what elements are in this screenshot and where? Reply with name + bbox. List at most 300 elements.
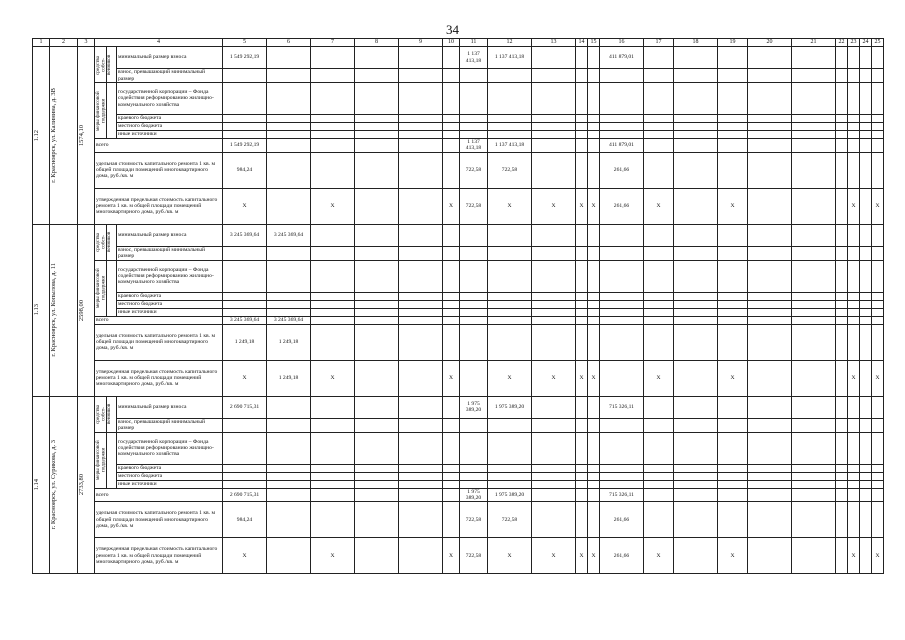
- building-address: г. Красноярск, ул. Калинина, д. 3В: [50, 47, 78, 225]
- value-cell: [848, 418, 860, 432]
- value-cell: [872, 139, 884, 153]
- value-cell: [674, 260, 718, 292]
- value-cell: [792, 292, 836, 300]
- value-cell: [488, 123, 532, 131]
- value-cell: [399, 324, 443, 360]
- value-cell: [532, 69, 576, 83]
- value-cell: [588, 246, 600, 260]
- value-cell: [588, 224, 600, 246]
- row-label: взнос, превышающий минимальный размер: [117, 418, 223, 432]
- value-cell: [399, 260, 443, 292]
- value-cell: [644, 47, 674, 69]
- value-cell: [792, 538, 836, 574]
- value-cell: [355, 246, 399, 260]
- value-cell: [836, 224, 848, 246]
- value-cell: [443, 47, 460, 69]
- value-cell: [674, 115, 718, 123]
- value-cell: [644, 83, 674, 115]
- value-cell: [836, 396, 848, 418]
- value-cell: [223, 292, 267, 300]
- value-cell: [674, 464, 718, 472]
- value-cell: [836, 260, 848, 292]
- value-cell: [588, 260, 600, 292]
- column-number-header: 23: [848, 39, 860, 47]
- column-number-header: 25: [872, 39, 884, 47]
- value-cell: 984,24: [223, 502, 267, 538]
- value-cell: [748, 115, 792, 123]
- value-cell: X: [223, 538, 267, 574]
- value-cell: X: [443, 360, 460, 396]
- value-cell: [576, 464, 588, 472]
- value-cell: [644, 115, 674, 123]
- value-cell: [718, 300, 748, 308]
- value-cell: [588, 131, 600, 139]
- value-cell: [792, 464, 836, 472]
- value-cell: X: [718, 538, 748, 574]
- value-cell: [223, 472, 267, 480]
- value-cell: 3 245 369,64: [267, 224, 311, 246]
- value-cell: [860, 47, 872, 69]
- value-cell: [848, 224, 860, 246]
- value-cell: [311, 480, 355, 488]
- value-cell: [311, 464, 355, 472]
- value-cell: [860, 152, 872, 188]
- value-cell: [443, 432, 460, 464]
- table-row: [33, 69, 884, 83]
- value-cell: [860, 300, 872, 308]
- value-cell: [748, 472, 792, 480]
- value-cell: [674, 224, 718, 246]
- value-cell: [588, 115, 600, 123]
- value-cell: [674, 69, 718, 83]
- value-cell: [588, 480, 600, 488]
- value-cell: [311, 260, 355, 292]
- value-cell: [836, 308, 848, 316]
- value-cell: [588, 123, 600, 131]
- value-cell: [460, 260, 488, 292]
- item-number: 1.13: [33, 224, 50, 396]
- value-cell: [792, 83, 836, 115]
- table-row: [33, 139, 884, 153]
- value-cell: [872, 308, 884, 316]
- value-cell: [748, 139, 792, 153]
- value-cell: [443, 308, 460, 316]
- value-cell: 261,66: [600, 538, 644, 574]
- value-cell: [848, 47, 860, 69]
- value-cell: [848, 308, 860, 316]
- value-cell: [748, 152, 792, 188]
- value-cell: X: [223, 360, 267, 396]
- value-cell: [267, 418, 311, 432]
- row-label: местного бюджета: [117, 472, 223, 480]
- building-address: г. Красноярск, ул. Сурикова, д. 3: [50, 396, 78, 574]
- value-cell: [355, 308, 399, 316]
- value-cell: [718, 123, 748, 131]
- value-cell: [872, 152, 884, 188]
- value-cell: [588, 139, 600, 153]
- value-cell: [644, 69, 674, 83]
- value-cell: [488, 292, 532, 300]
- financial-support-label: меры финансовой поддержки: [95, 432, 107, 488]
- value-cell: [848, 464, 860, 472]
- value-cell: [674, 83, 718, 115]
- value-cell: [399, 47, 443, 69]
- value-cell: [836, 360, 848, 396]
- value-cell: [848, 69, 860, 83]
- building-area: 1574,10: [78, 47, 95, 225]
- value-cell: [460, 324, 488, 360]
- value-cell: [860, 292, 872, 300]
- value-cell: [355, 464, 399, 472]
- value-cell: [600, 224, 644, 246]
- value-cell: [399, 396, 443, 418]
- value-cell: [267, 488, 311, 502]
- value-cell: [848, 300, 860, 308]
- value-cell: [718, 47, 748, 69]
- value-cell: [443, 502, 460, 538]
- value-cell: [836, 115, 848, 123]
- value-cell: [836, 123, 848, 131]
- value-cell: [443, 83, 460, 115]
- value-cell: [460, 418, 488, 432]
- value-cell: [532, 115, 576, 123]
- value-cell: [399, 188, 443, 224]
- value-cell: [748, 316, 792, 324]
- value-cell: [399, 472, 443, 480]
- value-cell: [443, 131, 460, 139]
- value-cell: [718, 418, 748, 432]
- value-cell: [836, 538, 848, 574]
- value-cell: [848, 152, 860, 188]
- value-cell: [748, 360, 792, 396]
- table-row: [33, 502, 884, 538]
- value-cell: [792, 246, 836, 260]
- value-cell: [792, 432, 836, 464]
- value-cell: [267, 69, 311, 83]
- value-cell: X: [488, 538, 532, 574]
- value-cell: [399, 300, 443, 308]
- value-cell: [872, 131, 884, 139]
- value-cell: [399, 152, 443, 188]
- value-cell: [532, 308, 576, 316]
- value-cell: [532, 47, 576, 69]
- value-cell: [848, 324, 860, 360]
- value-cell: [460, 83, 488, 115]
- value-cell: [674, 123, 718, 131]
- table-row: [33, 432, 884, 464]
- value-cell: [600, 324, 644, 360]
- financial-support-label: меры финансовой поддержки: [95, 260, 107, 316]
- value-cell: 1 137 413,18: [488, 139, 532, 153]
- value-cell: [644, 300, 674, 308]
- value-cell: [674, 418, 718, 432]
- value-cell: [600, 472, 644, 480]
- value-cell: [644, 472, 674, 480]
- value-cell: 1 975 389,20: [460, 488, 488, 502]
- value-cell: [460, 464, 488, 472]
- value-cell: [443, 152, 460, 188]
- value-cell: [443, 139, 460, 153]
- value-cell: [748, 418, 792, 432]
- value-cell: [644, 396, 674, 418]
- value-cell: [460, 292, 488, 300]
- value-cell: [355, 115, 399, 123]
- value-cell: [311, 472, 355, 480]
- value-cell: [267, 292, 311, 300]
- value-cell: [488, 480, 532, 488]
- value-cell: [872, 69, 884, 83]
- row-label: иные источники: [117, 308, 223, 316]
- row-label: минимальный размер взноса: [117, 396, 223, 418]
- value-cell: [488, 464, 532, 472]
- row-label: утвержденная предельная стоимость капитального ремонта 1 кв. м общей площади помещений многоквартирного дома, руб./кв. м: [95, 538, 223, 574]
- column-number-header: 15: [588, 39, 600, 47]
- value-cell: [674, 360, 718, 396]
- value-cell: [644, 260, 674, 292]
- value-cell: [399, 115, 443, 123]
- row-label: местного бюджета: [117, 123, 223, 131]
- value-cell: [792, 308, 836, 316]
- value-cell: [399, 432, 443, 464]
- value-cell: [872, 123, 884, 131]
- value-cell: [674, 246, 718, 260]
- value-cell: [836, 246, 848, 260]
- value-cell: [644, 139, 674, 153]
- value-cell: [748, 260, 792, 292]
- table-row: [33, 152, 884, 188]
- value-cell: [748, 432, 792, 464]
- row-label: иные источники: [117, 480, 223, 488]
- table-row: [33, 418, 884, 432]
- value-cell: [848, 472, 860, 480]
- value-cell: [355, 502, 399, 538]
- value-cell: 2 690 715,31: [223, 396, 267, 418]
- value-cell: [532, 418, 576, 432]
- value-cell: [267, 538, 311, 574]
- value-cell: [443, 115, 460, 123]
- value-cell: [443, 224, 460, 246]
- value-cell: [267, 308, 311, 316]
- value-cell: [860, 260, 872, 292]
- value-cell: [223, 308, 267, 316]
- value-cell: [748, 480, 792, 488]
- column-number-header: 24: [860, 39, 872, 47]
- value-cell: [267, 47, 311, 69]
- value-cell: [872, 47, 884, 69]
- value-cell: [311, 316, 355, 324]
- value-cell: [872, 472, 884, 480]
- value-cell: [674, 488, 718, 502]
- value-cell: [532, 480, 576, 488]
- value-cell: [872, 246, 884, 260]
- value-cell: [718, 69, 748, 83]
- value-cell: [860, 246, 872, 260]
- column-number-header: 7: [311, 39, 355, 47]
- value-cell: [748, 396, 792, 418]
- value-cell: [532, 260, 576, 292]
- value-cell: [848, 260, 860, 292]
- table-row: [33, 188, 884, 224]
- value-cell: 722,58: [460, 152, 488, 188]
- value-cell: [355, 538, 399, 574]
- value-cell: [576, 292, 588, 300]
- value-cell: [674, 316, 718, 324]
- value-cell: [792, 480, 836, 488]
- value-cell: [860, 316, 872, 324]
- value-cell: [532, 464, 576, 472]
- value-cell: [872, 396, 884, 418]
- value-cell: [355, 396, 399, 418]
- table-row: [33, 300, 884, 308]
- column-number-header: 22: [836, 39, 848, 47]
- value-cell: [399, 308, 443, 316]
- value-cell: 261,66: [600, 188, 644, 224]
- value-cell: [600, 432, 644, 464]
- column-number-header: 12: [488, 39, 532, 47]
- value-cell: [576, 308, 588, 316]
- value-cell: [267, 472, 311, 480]
- value-cell: [588, 47, 600, 69]
- value-cell: [836, 488, 848, 502]
- value-cell: [792, 69, 836, 83]
- value-cell: [532, 316, 576, 324]
- value-cell: [644, 502, 674, 538]
- value-cell: [355, 432, 399, 464]
- value-cell: [267, 502, 311, 538]
- value-cell: [267, 246, 311, 260]
- value-cell: [311, 224, 355, 246]
- value-cell: [836, 316, 848, 324]
- value-cell: [532, 139, 576, 153]
- value-cell: [860, 224, 872, 246]
- value-cell: [860, 324, 872, 360]
- value-cell: [836, 464, 848, 472]
- value-cell: [836, 83, 848, 115]
- row-label: государственной корпорации – Фонда содействия реформированию жилищно-коммунального хозяйства: [117, 260, 223, 292]
- value-cell: [355, 152, 399, 188]
- value-cell: [792, 360, 836, 396]
- value-cell: [792, 115, 836, 123]
- value-cell: [644, 152, 674, 188]
- value-cell: [836, 432, 848, 464]
- value-cell: [576, 115, 588, 123]
- row-label: краевого бюджета: [117, 115, 223, 123]
- row-label: взнос, превышающий минимальный размер: [117, 69, 223, 83]
- value-cell: [860, 538, 872, 574]
- value-cell: 1 975 389,20: [488, 396, 532, 418]
- value-cell: [748, 502, 792, 538]
- value-cell: [644, 246, 674, 260]
- value-cell: [588, 502, 600, 538]
- value-cell: [600, 246, 644, 260]
- value-cell: X: [848, 538, 860, 574]
- value-cell: [223, 480, 267, 488]
- column-number-header: 11: [460, 39, 488, 47]
- value-cell: [460, 131, 488, 139]
- value-cell: [600, 308, 644, 316]
- value-cell: [674, 432, 718, 464]
- value-cell: X: [576, 188, 588, 224]
- value-cell: [267, 260, 311, 292]
- value-cell: [792, 139, 836, 153]
- value-cell: [399, 360, 443, 396]
- value-cell: 1 975 389,20: [488, 488, 532, 502]
- value-cell: [600, 418, 644, 432]
- row-label: местного бюджета: [117, 300, 223, 308]
- value-cell: [848, 139, 860, 153]
- table-row: [33, 115, 884, 123]
- column-number-header: 20: [748, 39, 792, 47]
- value-cell: X: [443, 188, 460, 224]
- value-cell: [674, 324, 718, 360]
- value-cell: [674, 139, 718, 153]
- value-cell: X: [576, 360, 588, 396]
- value-cell: [443, 300, 460, 308]
- owners-funds-label: средства собст-венников: [95, 47, 107, 83]
- value-cell: [399, 316, 443, 324]
- value-cell: [848, 396, 860, 418]
- value-cell: 411 879,01: [600, 139, 644, 153]
- table-row: [33, 83, 884, 115]
- value-cell: [748, 224, 792, 246]
- value-cell: [399, 538, 443, 574]
- value-cell: [718, 472, 748, 480]
- table-row: [33, 246, 884, 260]
- value-cell: 1 137 413,18: [460, 47, 488, 69]
- value-cell: [311, 246, 355, 260]
- value-cell: [836, 472, 848, 480]
- column-number-header: 14: [576, 39, 588, 47]
- value-cell: [223, 131, 267, 139]
- value-cell: [600, 131, 644, 139]
- value-cell: [460, 360, 488, 396]
- value-cell: [860, 123, 872, 131]
- value-cell: [488, 418, 532, 432]
- column-number-header: 10: [443, 39, 460, 47]
- value-cell: [223, 83, 267, 115]
- column-number-header: 18: [674, 39, 718, 47]
- value-cell: X: [848, 188, 860, 224]
- value-cell: [674, 188, 718, 224]
- value-cell: [576, 316, 588, 324]
- value-cell: [588, 472, 600, 480]
- row-label: удельная стоимость капитального ремонта 1 кв. м общей площади помещений многоквартирного дома, руб./кв. м: [95, 324, 223, 360]
- value-cell: [576, 300, 588, 308]
- value-cell: [355, 324, 399, 360]
- value-cell: [488, 246, 532, 260]
- value-cell: [576, 131, 588, 139]
- value-cell: 722,58: [488, 152, 532, 188]
- value-cell: [872, 502, 884, 538]
- value-cell: X: [588, 188, 600, 224]
- value-cell: [576, 502, 588, 538]
- value-cell: [718, 464, 748, 472]
- value-cell: [792, 418, 836, 432]
- value-cell: [223, 115, 267, 123]
- value-cell: [488, 260, 532, 292]
- value-cell: [311, 47, 355, 69]
- value-cell: [399, 69, 443, 83]
- value-cell: [872, 316, 884, 324]
- value-cell: [311, 131, 355, 139]
- value-cell: X: [311, 360, 355, 396]
- item-number: 1.14: [33, 396, 50, 574]
- value-cell: [311, 139, 355, 153]
- value-cell: [792, 300, 836, 308]
- value-cell: [311, 69, 355, 83]
- value-cell: [792, 224, 836, 246]
- value-cell: [792, 260, 836, 292]
